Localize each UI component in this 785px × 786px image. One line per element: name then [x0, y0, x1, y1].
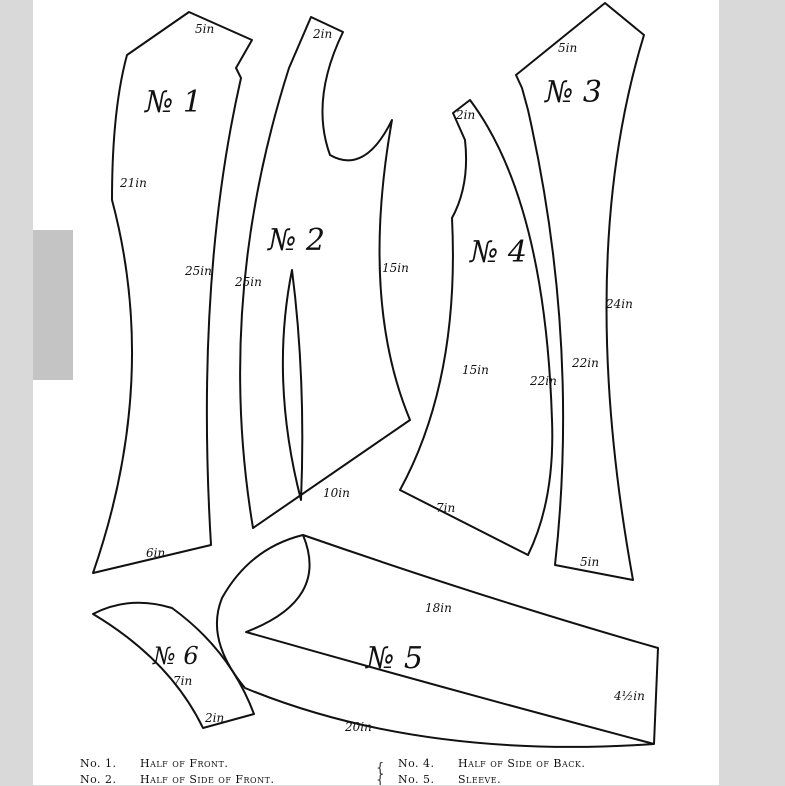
piece-5-title: № 5 — [366, 641, 424, 676]
legend-brace: { — [376, 761, 385, 776]
piece-2-measure-top: 2in — [313, 27, 333, 41]
legend-brace: { — [376, 773, 385, 785]
piece-1-measure-right: 25in — [185, 264, 212, 278]
legend-item — [398, 757, 585, 770]
legend-text: Half of Front. — [140, 757, 229, 770]
scan-shadow — [33, 230, 73, 380]
piece-5-measure-bottom: 20in — [345, 720, 372, 734]
legend-text: Half of Side of Front. — [140, 773, 275, 786]
piece-4-measure-left: 15in — [462, 363, 489, 377]
legend-item — [80, 773, 274, 786]
piece-2-dart — [283, 270, 302, 500]
legend-number: No. 5. — [398, 773, 435, 786]
legend-number: No. 1. — [80, 757, 117, 770]
piece-2-measure-left: 25in — [235, 275, 262, 289]
piece-3-measure-left: 22in — [572, 356, 599, 370]
piece-6-title: № 6 — [153, 642, 199, 670]
legend-text: Sleeve. — [458, 773, 502, 786]
legend-number: No. 2. — [80, 773, 117, 786]
piece-4-measure-bottom: 7in — [436, 501, 456, 515]
piece-2-measure-right: 15in — [382, 261, 409, 275]
legend-item — [398, 773, 501, 786]
piece-4-outline — [400, 100, 552, 555]
piece-6-measure-mid: 7in — [173, 674, 193, 688]
piece-1-measure-bottom: 6in — [146, 546, 166, 560]
piece-3-measure-bottom: 5in — [580, 555, 600, 569]
piece-4-measure-right: 22in — [530, 374, 557, 388]
piece-3-measure-right: 24in — [606, 297, 633, 311]
piece-5-measure-top: 18in — [425, 601, 452, 615]
piece-1-measure-left: 21in — [120, 176, 147, 190]
piece-4-title: № 4 — [470, 235, 528, 270]
piece-5-measure-right: 4½in — [614, 689, 645, 703]
piece-2-measure-bottom: 10in — [323, 486, 350, 500]
piece-3-measure-top: 5in — [558, 41, 578, 55]
piece-4-measure-top: 2in — [456, 108, 476, 122]
piece-6-measure-bottom: 2in — [205, 711, 225, 725]
piece-1-measure-top: 5in — [195, 22, 215, 36]
legend-item — [80, 757, 228, 770]
legend-number: No. 4. — [398, 757, 435, 770]
legend-text: Half of Side of Back. — [458, 757, 586, 770]
piece-1-title: № 1 — [145, 85, 203, 120]
piece-2-title: № 2 — [268, 223, 326, 258]
piece-3-title: № 3 — [545, 75, 603, 110]
